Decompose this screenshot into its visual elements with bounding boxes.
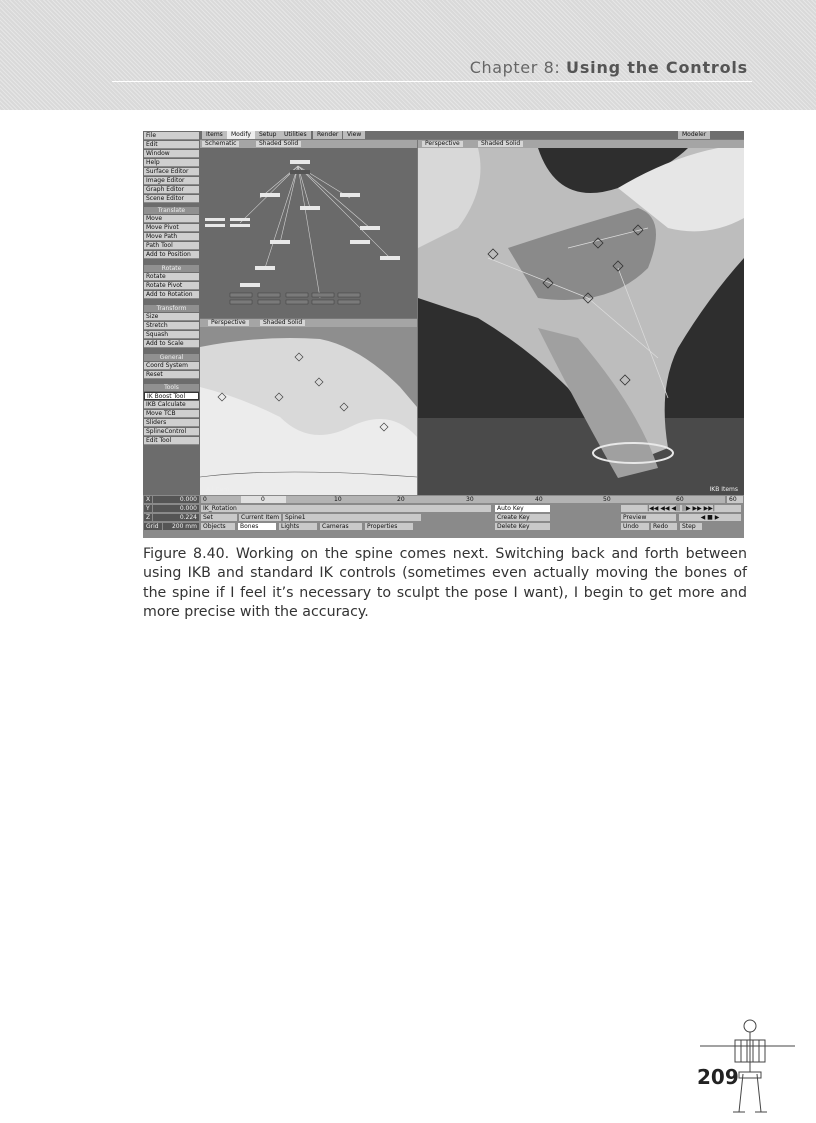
perspective-viewport-main[interactable] (418, 140, 744, 495)
menu-graph-editor[interactable]: Graph Editor (144, 186, 199, 194)
menu-file[interactable]: File (144, 132, 199, 140)
menu-surface-editor[interactable]: Surface Editor (144, 168, 199, 176)
step-label: Step (680, 523, 702, 530)
transport-controls[interactable]: |◀◀ ◀◀ ◀|| ||▶ ▶▶ ▶▶| (621, 505, 741, 512)
z-axis-label: Z (146, 514, 151, 521)
set-button[interactable]: Set (201, 514, 237, 521)
view-type-dropdown[interactable]: Schematic (202, 141, 239, 147)
y-axis-label: Y (144, 505, 152, 512)
tick-current: 0 (261, 496, 265, 503)
menu-ikb-calculate[interactable]: IKB Calculate (144, 401, 199, 409)
menu-add-to-scale[interactable]: Add to Scale (144, 340, 199, 348)
delete-key-button[interactable]: Delete Key (495, 523, 550, 530)
shading-dropdown[interactable]: Shaded Solid (256, 141, 301, 147)
tick-50: 50 (603, 496, 611, 503)
menu-sliders[interactable]: Sliders (144, 419, 199, 427)
shading-dropdown[interactable]: Shaded Solid (260, 320, 305, 326)
tab-modify[interactable]: Modify (227, 131, 255, 139)
menu-rotate[interactable]: Rotate (144, 273, 199, 281)
x-axis-label: X (146, 496, 151, 503)
translate-header: Translate (144, 207, 199, 214)
tab-view[interactable]: View (343, 131, 365, 139)
menu-path-tool[interactable]: Path Tool (144, 242, 199, 250)
filter-objects[interactable]: Objects (201, 523, 235, 530)
general-header: General (144, 354, 199, 361)
perspective-viewport-small[interactable] (200, 319, 417, 495)
chapter-heading (470, 58, 748, 77)
menu-add-to-position[interactable]: Add to Position (144, 251, 199, 259)
current-item-label: Current Item (241, 514, 280, 521)
menu-window[interactable]: Window (144, 150, 199, 158)
menu-splinecontrol[interactable]: SplineControl (144, 428, 199, 436)
play-controls[interactable]: ◀ ■ ▶ (679, 514, 741, 521)
auto-key-button[interactable]: Auto Key (495, 505, 550, 512)
character-mesh-small (200, 327, 417, 495)
menu-reset[interactable]: Reset (144, 371, 199, 379)
tab-setup[interactable]: Setup (255, 131, 280, 139)
tick-30: 30 (466, 496, 474, 503)
menu-help[interactable]: Help (144, 159, 199, 167)
menu-add-to-rotation[interactable]: Add to Rotation (144, 291, 199, 299)
current-item-dropdown[interactable]: Spine1 (283, 514, 421, 521)
menu-move[interactable]: Move (144, 215, 199, 223)
menu-coord-system[interactable]: Coord System (144, 362, 199, 370)
shading-dropdown[interactable]: Shaded Solid (478, 141, 523, 147)
schematic-graph (200, 148, 417, 318)
channel-field[interactable]: IK_Rotation (201, 505, 491, 512)
timeline-panel (143, 495, 744, 538)
undo-button[interactable]: Undo (621, 523, 649, 530)
end-frame[interactable]: 60 (727, 496, 743, 503)
tick-20: 20 (397, 496, 405, 503)
menu-size[interactable]: Size (144, 313, 199, 321)
z-value[interactable]: 0.224 (153, 514, 199, 521)
menu-squash[interactable]: Squash (144, 331, 199, 339)
rotate-header: Rotate (144, 265, 199, 272)
tick-60: 60 (676, 496, 684, 503)
redo-button[interactable]: Redo (651, 523, 677, 530)
toolbar-menu (143, 131, 200, 538)
tab-render[interactable]: Render (313, 131, 342, 139)
page-header (0, 0, 816, 110)
modeler-button[interactable]: Modeler (678, 131, 710, 139)
tools-header: Tools (144, 384, 199, 391)
create-key-button[interactable]: Create Key (495, 514, 550, 521)
x-value[interactable]: 0.000 (153, 496, 199, 503)
timeline-slider[interactable] (201, 496, 725, 503)
viewport-toolbar (418, 140, 744, 148)
tick-10: 10 (334, 496, 342, 503)
figure-screenshot (143, 131, 744, 538)
viewport-toolbar (200, 140, 417, 148)
menu-move-pivot[interactable]: Move Pivot (144, 224, 199, 232)
menu-move-tcb[interactable]: Move TCB (144, 410, 199, 418)
viewport-status: IKB Items (709, 486, 738, 493)
skeleton-figure-icon (695, 1012, 800, 1116)
viewport-status: All Item (206, 486, 230, 493)
menu-edit-tool[interactable]: Edit Tool (144, 437, 199, 445)
filter-lights[interactable]: Lights (279, 523, 317, 530)
chapter-title: Using the Controls (566, 58, 748, 77)
filter-bones[interactable]: Bones (238, 523, 276, 530)
menu-move-path[interactable]: Move Path (144, 233, 199, 241)
view-type-dropdown[interactable]: Perspective (422, 141, 463, 147)
tab-utilities[interactable]: Utilities (280, 131, 311, 139)
figure-caption: Figure 8.40. Working on the spine comes next. Switching back and forth between using IKB and standard IK controls (sometimes even actually moving the bones of the spine if I feel it’s necessary to sculpt the pose I want), I begin to get more and more precise with the accuracy. (143, 546, 747, 621)
tick-0: 0 (203, 496, 207, 503)
transform-header: Transform (144, 305, 199, 312)
menu-image-editor[interactable]: Image Editor (144, 177, 199, 185)
header-rule (112, 81, 752, 82)
grid-value[interactable]: 200 mm (163, 523, 199, 530)
viewport-toolbar (200, 319, 417, 327)
preview-dropdown[interactable]: Preview (621, 514, 676, 521)
chapter-number: Chapter 8: (469, 58, 561, 77)
menu-rotate-pivot[interactable]: Rotate Pivot (144, 282, 199, 290)
menu-scene-editor[interactable]: Scene Editor (144, 195, 199, 203)
tab-strip (200, 131, 744, 139)
filter-properties[interactable]: Properties (365, 523, 413, 530)
menu-ik-boost-tool[interactable]: IK Boost Tool (144, 392, 199, 400)
menu-edit[interactable]: Edit (144, 141, 199, 149)
menu-stretch[interactable]: Stretch (144, 322, 199, 330)
view-type-dropdown[interactable]: Perspective (208, 320, 249, 326)
character-mesh-main (418, 148, 744, 495)
tab-items[interactable]: Items (202, 131, 227, 139)
schematic-viewport[interactable] (200, 140, 417, 318)
filter-cameras[interactable]: Cameras (320, 523, 362, 530)
y-value[interactable]: 0.000 (153, 505, 199, 512)
grid-label: Grid (144, 523, 162, 530)
page-number: 209 (697, 1065, 739, 1089)
tick-40: 40 (535, 496, 543, 503)
